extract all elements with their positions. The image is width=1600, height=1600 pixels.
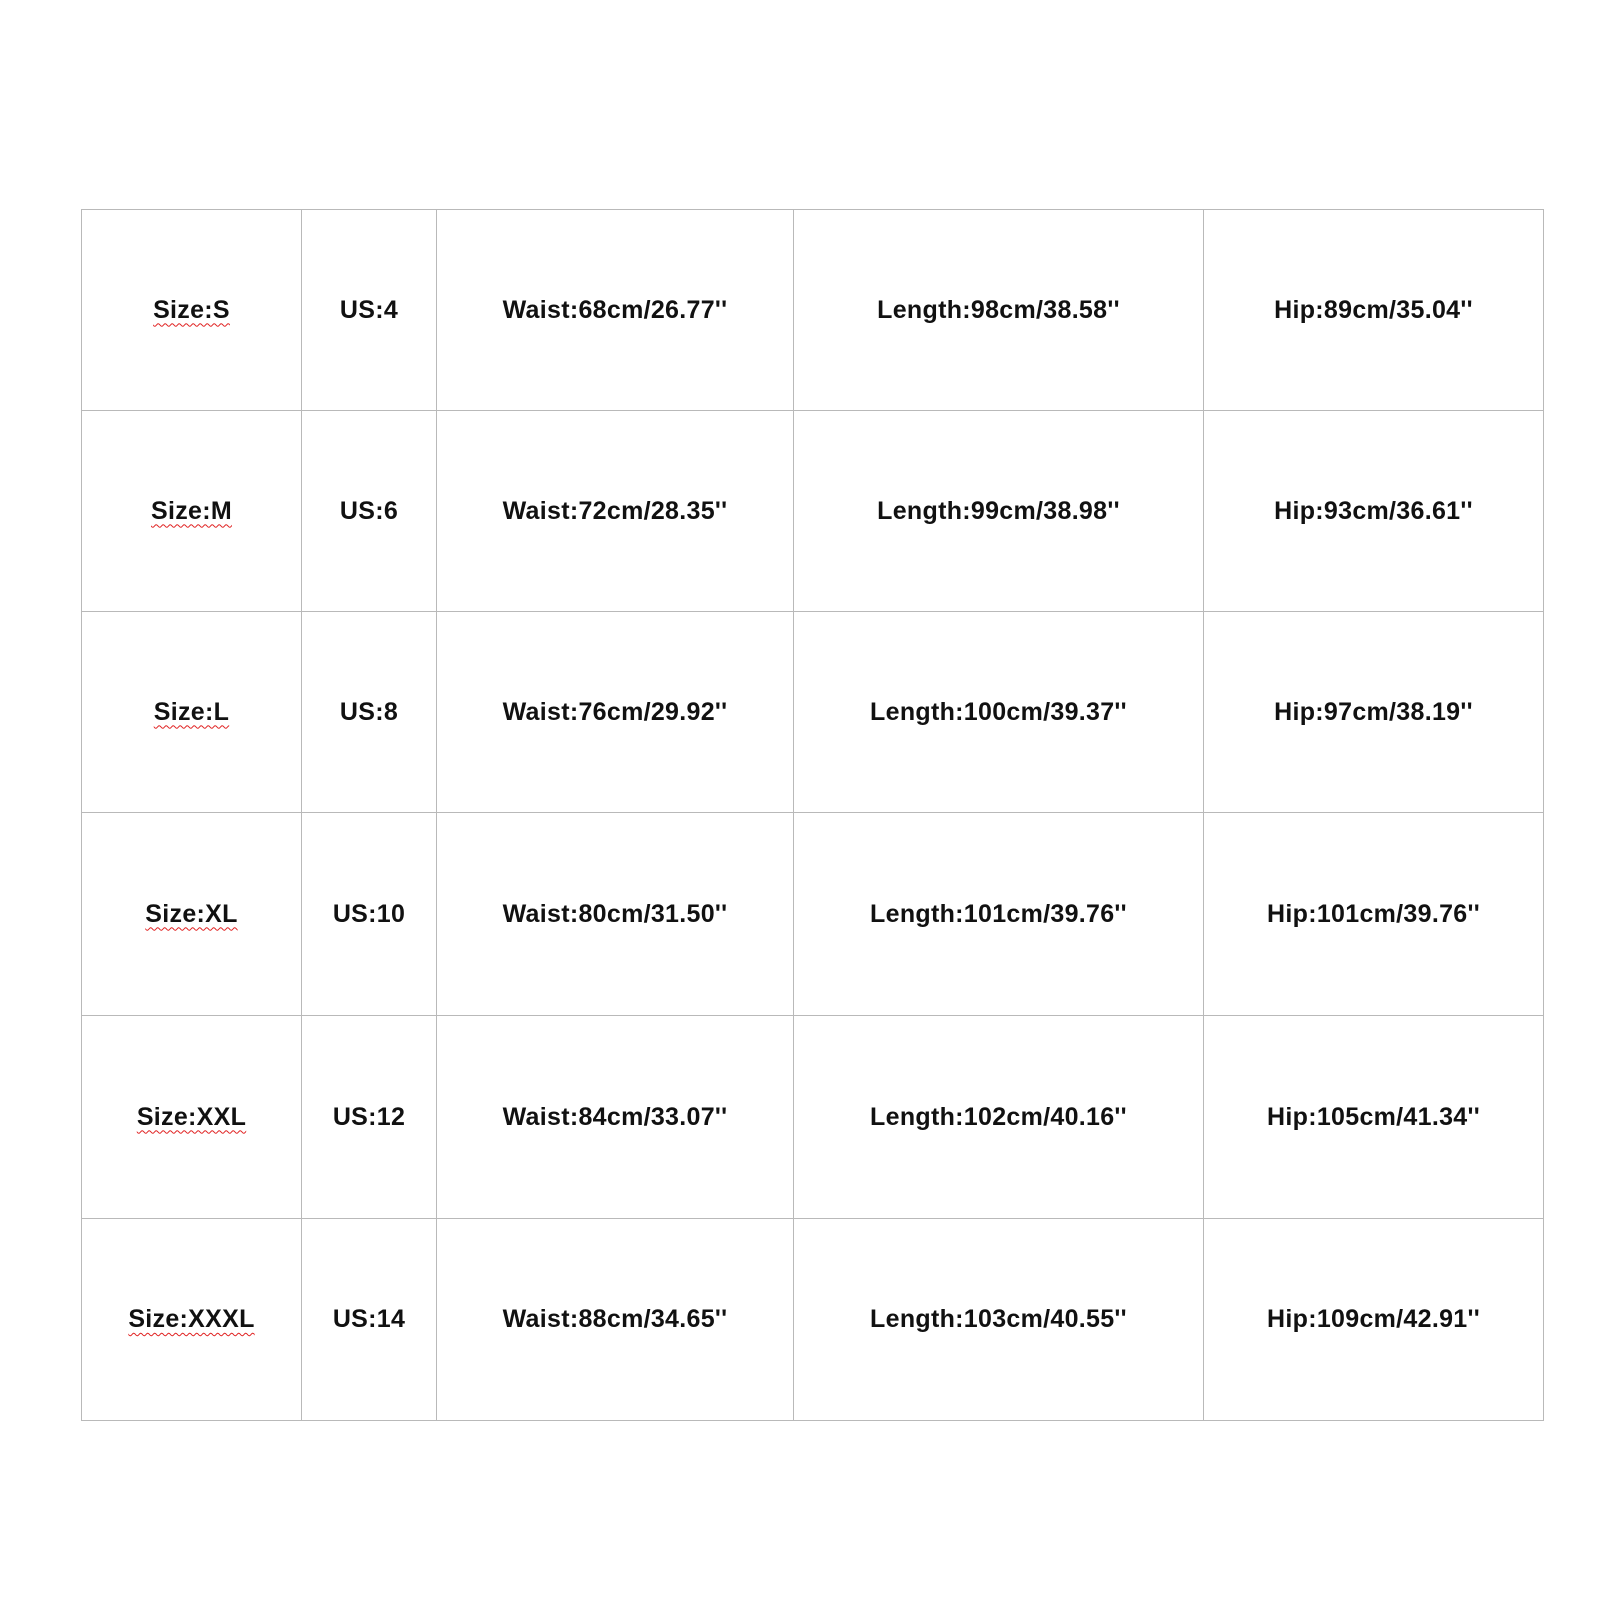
size-cell	[82, 813, 302, 1016]
size-label: Size:S	[153, 295, 230, 324]
size-cell	[82, 411, 302, 612]
us-size-cell: US:4	[302, 210, 437, 411]
size-chart-table	[81, 209, 1544, 1421]
waist-cell: Waist:80cm/31.50''	[437, 813, 794, 1016]
us-size-cell: US:8	[302, 612, 437, 813]
hip-cell: Hip:101cm/39.76''	[1204, 813, 1544, 1016]
size-cell	[82, 1219, 302, 1421]
size-label: Size:L	[153, 697, 230, 726]
length-cell: Length:99cm/38.98''	[794, 411, 1204, 612]
hip-cell: Hip:89cm/35.04''	[1204, 210, 1544, 411]
size-label: Size:XXL	[136, 1102, 247, 1131]
table-row	[82, 210, 1544, 411]
size-label: Size:M	[151, 496, 232, 525]
waist-cell: Waist:84cm/33.07''	[437, 1016, 794, 1219]
length-cell: Length:98cm/38.58''	[794, 210, 1204, 411]
size-label: Size:XXXL	[128, 1305, 255, 1333]
us-size-cell: US:6	[302, 411, 437, 612]
us-size-cell: US:12	[302, 1016, 437, 1219]
table-row	[82, 612, 1544, 813]
size-label: Size:XL	[145, 899, 238, 928]
hip-cell: Hip:97cm/38.19''	[1204, 612, 1544, 813]
us-size-cell: US:10	[302, 813, 437, 1016]
hip-cell: Hip:105cm/41.34''	[1204, 1016, 1544, 1219]
waist-cell: Waist:76cm/29.92''	[437, 612, 794, 813]
waist-cell: Waist:72cm/28.35''	[437, 411, 794, 612]
table-row	[82, 813, 1544, 1016]
hip-cell: Hip:93cm/36.61''	[1204, 411, 1544, 612]
length-cell: Length:102cm/40.16''	[794, 1016, 1204, 1219]
table-row	[82, 411, 1544, 612]
waist-cell: Waist:88cm/34.65''	[437, 1219, 794, 1421]
length-cell: Length:100cm/39.37''	[794, 612, 1204, 813]
size-cell	[82, 612, 302, 813]
us-size-cell: US:14	[302, 1219, 437, 1421]
length-cell: Length:103cm/40.55''	[794, 1219, 1204, 1421]
table-row	[82, 1016, 1544, 1219]
size-cell	[82, 1016, 302, 1219]
table-row	[82, 1219, 1544, 1421]
length-cell: Length:101cm/39.76''	[794, 813, 1204, 1016]
hip-cell: Hip:109cm/42.91''	[1204, 1219, 1544, 1421]
size-cell	[82, 210, 302, 411]
waist-cell: Waist:68cm/26.77''	[437, 210, 794, 411]
